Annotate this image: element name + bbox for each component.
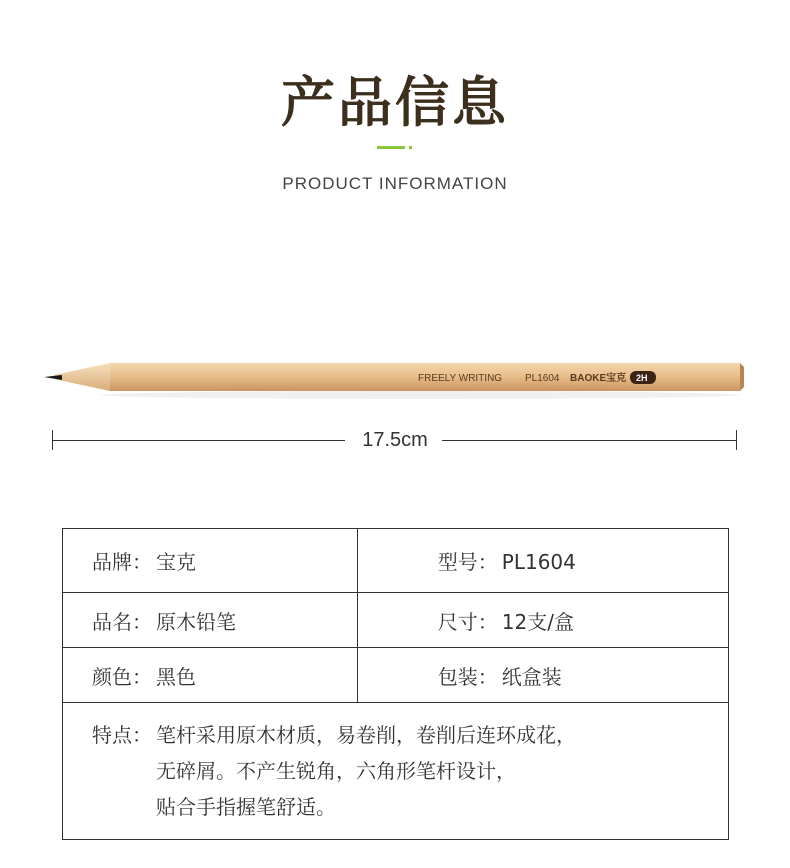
length-dimension: [50, 425, 740, 455]
table-row: [63, 593, 729, 648]
page-subtitle: PRODUCT INFORMATION: [282, 174, 508, 193]
dimension-line-right: [442, 440, 736, 441]
size-label: 尺寸：: [437, 609, 498, 634]
brand-label: 品牌：: [92, 550, 152, 574]
pencil-grade-badge: 2H: [636, 373, 648, 383]
packaging-cell: [357, 648, 728, 703]
model-value: PL1604: [501, 550, 576, 574]
model-cell: [357, 529, 728, 593]
dimension-tick-right: [736, 430, 737, 450]
name-label: 品名：: [92, 609, 152, 634]
packaging-label: 包装：: [437, 664, 498, 689]
accent-bar: [377, 146, 405, 149]
length-label: 17.5cm: [362, 429, 428, 451]
spec-table: [62, 528, 729, 840]
size-value: 12支/盒: [501, 609, 574, 634]
features-label: 特点：: [92, 723, 152, 747]
name-value: 原木铅笔: [156, 609, 236, 634]
model-label: 型号：: [437, 550, 498, 574]
brand-value: 宝克: [156, 550, 196, 574]
color-label: 颜色：: [92, 664, 152, 689]
features-cell: [63, 703, 729, 840]
features-line: 无碎屑。不产生锐角，六角形笔杆设计，: [156, 759, 516, 783]
pencil-model-imprint: PL1604: [525, 373, 560, 384]
table-row: [63, 529, 729, 593]
page-title: 产品信息: [281, 71, 509, 134]
size-cell: [357, 593, 728, 648]
table-row: [63, 648, 729, 703]
table-row: [63, 703, 729, 840]
pencil-brand-imprint: BAOKE宝克: [570, 373, 627, 384]
features-line: 笔杆采用原木材质，易卷削，卷削后连环成花，: [156, 723, 576, 747]
color-cell: [63, 648, 358, 703]
pencil-imprint-text: FREELY WRITING: [418, 373, 503, 384]
brand-cell: [63, 529, 358, 593]
pencil-image: [40, 355, 750, 405]
features-line: 贴合手指握笔舒适。: [156, 795, 336, 819]
name-cell: [63, 593, 358, 648]
packaging-value: 纸盒装: [501, 664, 562, 689]
color-value: 黑色: [156, 664, 196, 689]
features-text: [156, 717, 576, 825]
